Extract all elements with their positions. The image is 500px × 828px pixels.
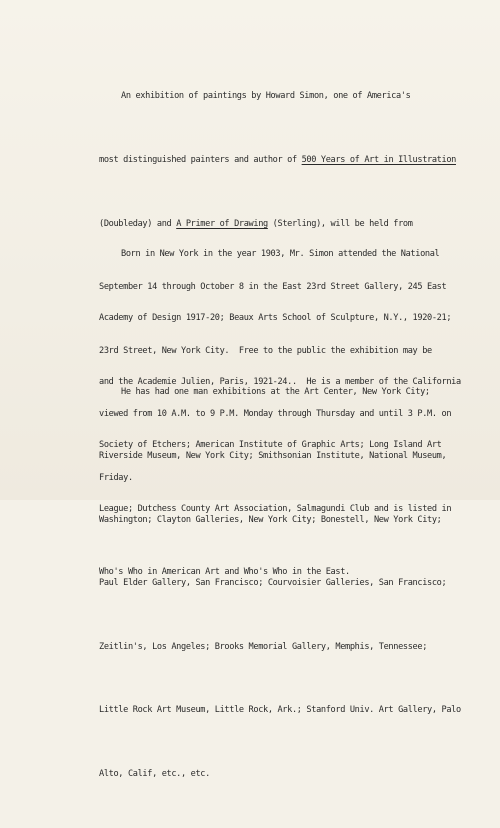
- text-line-content: Society of Etchers; American Institute of Graphic Arts; Long Island Art: [99, 440, 442, 451]
- text-line: [99, 700, 477, 721]
- text-line: [99, 764, 477, 785]
- text-line-content: Academy of Design 1917-20; Beaux Arts School of Sculpture, N.Y., 1920-21;: [99, 313, 452, 323]
- text-line-content: Paul Elder Gallery, San Francisco; Courvoisier Galleries, San Francisco;: [99, 578, 447, 589]
- text-line: [99, 382, 477, 403]
- text-line-content: League; Dutchess County Art Association, Salmagundi Club and is listed in: [99, 503, 452, 514]
- text-line-content: September 14 through October 8 in the East 23rd Street Gallery, 245 East: [99, 282, 447, 293]
- text-line-content: Washington; Clayton Galleries, New York City; Bonestell, New York City;: [99, 514, 442, 525]
- text-line-content: Born in New York in the year 1903, Mr. Simon attended the National: [121, 249, 440, 260]
- text-line-content: He has had one man exhibitions at the Art Center, New York City;: [121, 387, 430, 398]
- text-line-content: most distinguished painters and author of: [99, 155, 302, 165]
- text-line-content: viewed from 10 A.M. to 9 P.M. Monday through Thursday and until 3 P.M. on: [99, 409, 452, 420]
- text-line: [99, 86, 477, 107]
- text-line-content: Alto, Calif, etc., etc.: [99, 768, 210, 779]
- paragraph-exhibitions-list: [99, 340, 477, 828]
- text-line: [99, 510, 477, 531]
- text-line-content: Zeitlin's, Los Angeles; Brooks Memorial Gallery, Memphis, Tennessee;: [99, 641, 428, 652]
- text-line-content: Riverside Museum, New York City; Smithsonian Institute, National Museum,: [99, 451, 447, 461]
- text-line-content: (Sterling), will be held from: [267, 218, 413, 229]
- text-line: [99, 308, 477, 329]
- text-line: [99, 573, 477, 594]
- text-line-content: 23rd Street, New York City. Free to the public the exhibition may be: [99, 345, 432, 356]
- text-line: [99, 244, 477, 265]
- text-line: [99, 637, 477, 658]
- text-line-content: and the Academie Julien, Paris, 1921-24.. He is a member of the California: [99, 376, 461, 387]
- text-line: [99, 150, 477, 171]
- text-line-content: Friday.: [99, 472, 133, 483]
- text-line: [99, 446, 477, 467]
- text-line-content: Little Rock Art Museum, Little Rock, Ark.; Stanford Univ. Art Gallery, Palo: [99, 705, 461, 716]
- book-title-500-years: 500 Years of Art in Illustration: [301, 155, 456, 165]
- text-line-content: Who's Who in American Art and Who's Who in the East.: [99, 567, 350, 578]
- text-line-content: (Doubleday) and: [99, 218, 177, 229]
- book-title-primer-of-drawing: A Primer of Drawing: [176, 218, 268, 229]
- text-line-content: An exhibition of paintings by Howard Simon, one of America's: [121, 91, 411, 102]
